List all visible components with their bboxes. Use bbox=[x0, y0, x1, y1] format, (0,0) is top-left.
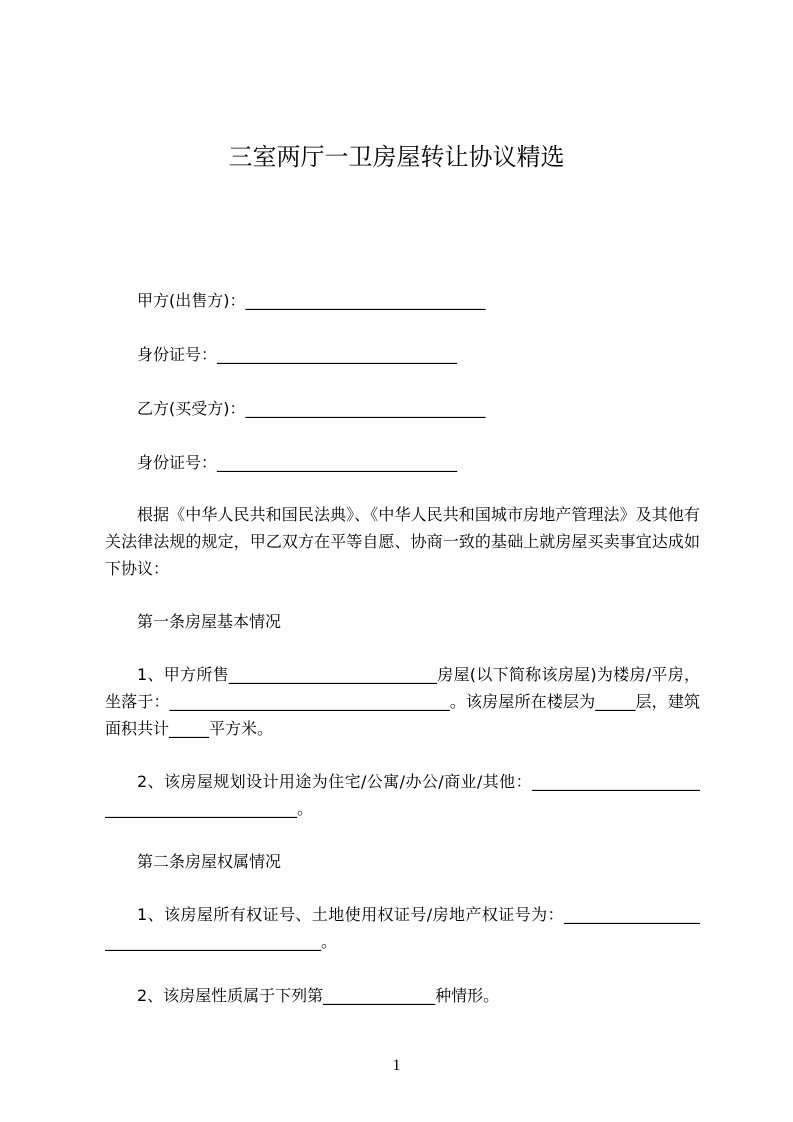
seller-id-blank: ______________________________ bbox=[217, 345, 458, 364]
seller-id-field bbox=[105, 341, 700, 368]
buyer-id-label: 身份证号： bbox=[137, 453, 218, 472]
article-2-item-2-line: 2、该房屋性质属于下列第______________种情形。 bbox=[137, 986, 500, 1005]
article-1-item-1-line: 面积共计_____平方米。 bbox=[105, 719, 274, 738]
page-number: 1 bbox=[392, 1057, 401, 1074]
article-1-item-2-line: 2、该房屋规划设计用途为住宅/公寓/办公/商业/其他：_____________________ bbox=[137, 772, 700, 791]
preamble-line: 下协议： bbox=[105, 559, 170, 578]
seller-name-blank: ______________________________ bbox=[245, 291, 486, 310]
seller-id-label: 身份证号： bbox=[137, 345, 218, 364]
article-1-item-2-line: ________________________。 bbox=[105, 799, 314, 818]
buyer-name-label: 乙方(买受方)： bbox=[137, 399, 246, 418]
preamble-line: 关法律法规的规定，甲乙双方在平等自愿、协商一致的基础上就房屋买卖事宜达成如 bbox=[105, 532, 700, 551]
article-2-item-1-line: ___________________________。 bbox=[105, 932, 338, 951]
buyer-name-field bbox=[105, 395, 700, 422]
seller-name-label: 甲方(出售方)： bbox=[137, 291, 246, 310]
article-2-heading-block bbox=[105, 848, 700, 875]
seller-name-field bbox=[105, 287, 700, 314]
article-1-heading-block bbox=[105, 608, 700, 635]
article-1-item-1 bbox=[105, 661, 700, 742]
preamble-paragraph bbox=[105, 501, 700, 582]
buyer-id-blank: ______________________________ bbox=[217, 453, 458, 472]
article-1-item-2 bbox=[105, 768, 700, 822]
article-1-item-1-line: 坐落于：___________________________________。该房屋所在楼层为_____层，建筑 bbox=[105, 692, 700, 711]
article-1-item-1-line: 1、甲方所售__________________________房屋(以下简称该房屋)为楼房/平房， bbox=[137, 665, 700, 684]
article-2-heading: 第二条房屋权属情况 bbox=[137, 852, 282, 871]
article-2-item-1 bbox=[105, 901, 700, 955]
document-title: 三室两厅一卫房屋转让协议精选 bbox=[228, 143, 565, 171]
article-2-item-1-line: 1、该房屋所有权证号、土地使用权证号/房地产权证号为：_________________ bbox=[137, 905, 700, 924]
buyer-name-blank: ______________________________ bbox=[245, 399, 486, 418]
buyer-id-field bbox=[105, 449, 700, 476]
article-1-heading: 第一条房屋基本情况 bbox=[137, 612, 282, 631]
article-2-item-2 bbox=[105, 982, 700, 1009]
preamble-line: 根据《中华人民共和国民法典》、《中华人民共和国城市房地产管理法》及其他有 bbox=[137, 505, 700, 524]
